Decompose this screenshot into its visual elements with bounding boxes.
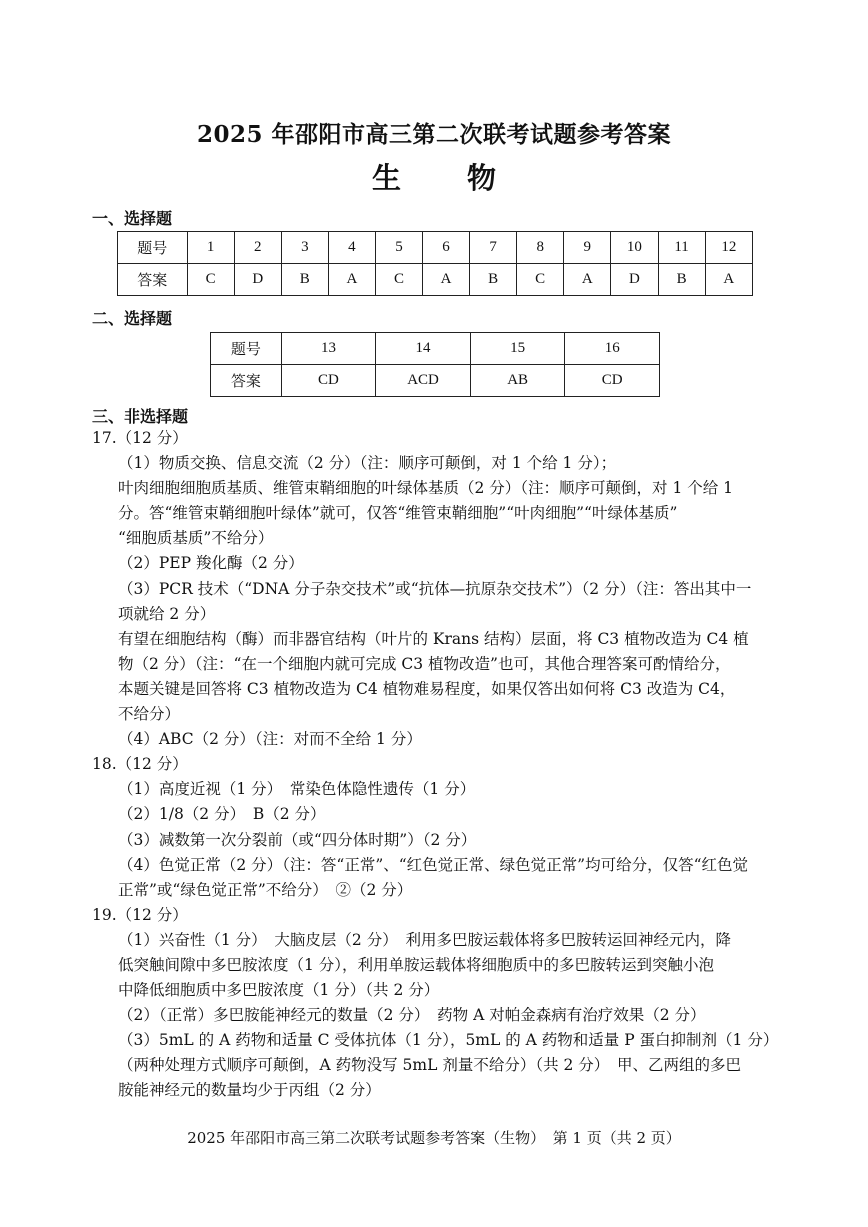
question-number-cell: 7 — [470, 232, 517, 264]
section2-answer-table — [210, 332, 660, 397]
answer-cell: B — [658, 264, 705, 296]
answer-cell: C — [375, 264, 422, 296]
question-heading: 17.（12 分） — [92, 429, 188, 447]
answer-cell: AB — [470, 365, 565, 397]
question-number-cell: 9 — [564, 232, 611, 264]
answer-line: 正常”或“绿色觉正常”不给分） ②（2 分） — [118, 880, 413, 899]
answer-line: 低突触间隙中多巴胺浓度（1 分），利用单胺运载体将细胞质中的多巴胺转运到突触小泡 — [118, 955, 715, 974]
subject-title: 生 物 — [371, 161, 525, 195]
question-number-cell: 1 — [187, 232, 234, 264]
table-row-numbers — [211, 333, 660, 365]
section1-answer-table — [117, 231, 753, 296]
page-title: 2025 年邵阳市高三第二次联考试题参考答案 — [196, 121, 672, 148]
answer-line: （2）PEP 羧化酶（2 分） — [118, 554, 304, 573]
section3-answers — [92, 426, 778, 1104]
answer-line: （1）高度近视（1 分） 常染色体隐性遗传（1 分） — [118, 780, 476, 799]
answer-cell: A — [705, 264, 752, 296]
question-number-cell: 6 — [423, 232, 470, 264]
question-number-cell: 13 — [281, 333, 376, 365]
question-number-cell: 10 — [611, 232, 658, 264]
answer-line: 项就给 2 分） — [118, 604, 216, 623]
table-row-answers — [118, 264, 753, 296]
question-number-cell: 14 — [376, 333, 471, 365]
answer-line: 物（2 分）（注：“在一个细胞内就可完成 C3 植物改造”也可，其他合理答案可酌情给分， — [118, 654, 731, 673]
answer-line: 中降低细胞质中多巴胺浓度（1 分）（共 2 分） — [118, 981, 440, 1000]
answer-line: （3）PCR 技术（“DNA 分子杂交技术”或“抗体—抗原杂交技术”）（2 分）（注：答出其中一 — [118, 579, 752, 598]
answer-line: （两种处理方式顺序可颠倒，A 药物没写 5mL 剂量不给分）（共 2 分） 甲、乙两组的多巴 — [118, 1056, 742, 1075]
section1-heading: 一、选择题 — [92, 209, 173, 228]
answer-cell: A — [328, 264, 375, 296]
table-row-answers — [211, 365, 660, 397]
question-number-cell: 2 — [234, 232, 281, 264]
answer-line: 不给分） — [118, 705, 181, 724]
answer-line: 有望在细胞结构（酶）而非器官结构（叶片的 Krans 结构）层面，将 C3 植物改造为 C4 植 — [118, 629, 749, 648]
question-number-cell: 8 — [517, 232, 564, 264]
question-number-cell: 12 — [705, 232, 752, 264]
question-number-cell: 4 — [328, 232, 375, 264]
answer-line: （4）ABC（2 分）（注：对而不全给 1 分） — [118, 730, 422, 749]
answer-cell: B — [281, 264, 328, 296]
question-number-cell: 15 — [470, 333, 565, 365]
question-number-cell: 5 — [375, 232, 422, 264]
row-header-answer: 答案 — [211, 365, 282, 397]
answer-cell: C — [517, 264, 564, 296]
answer-cell: ACD — [376, 365, 471, 397]
answer-line: 本题关键是回答将 C3 植物改造为 C4 植物难易程度，如果仅答出如何将 C3 改造为 C4， — [118, 679, 736, 698]
answer-cell: D — [234, 264, 281, 296]
question-heading: 19.（12 分） — [92, 905, 188, 924]
answer-cell: CD — [281, 365, 376, 397]
answer-cell: CD — [565, 365, 660, 397]
page-footer: 2025 年邵阳市高三第二次联考试题参考答案（生物） 第 1 页（共 2 页） — [187, 1129, 681, 1147]
answer-line: （1）兴奋性（1 分） 大脑皮层（2 分） 利用多巴胺运载体将多巴胺转运回神经元内，降 — [118, 930, 731, 949]
answer-line: “细胞质基质”不给分） — [118, 529, 274, 548]
answer-cell: A — [423, 264, 470, 296]
answer-line: （3）5mL 的 A 药物和适量 C 受体抗体（1 分），5mL 的 A 药物和适量 P 蛋白抑制剂（1 分） — [118, 1031, 779, 1050]
answer-cell: A — [564, 264, 611, 296]
question-heading: 18.（12 分） — [92, 755, 188, 774]
row-header-answer: 答案 — [118, 264, 188, 296]
answer-line: （1）物质交换、信息交流（2 分）（注：顺序可颠倒，对 1 个给 1 分）； — [118, 454, 617, 473]
section2-heading: 二、选择题 — [92, 309, 173, 328]
answer-line: 胺能神经元的数量均少于丙组（2 分） — [118, 1081, 381, 1100]
answer-cell: C — [187, 264, 234, 296]
question-number-cell: 16 — [565, 333, 660, 365]
question-number-cell: 3 — [281, 232, 328, 264]
row-header-number: 题号 — [211, 333, 282, 365]
question-number-cell: 11 — [658, 232, 705, 264]
answer-line: （2）（正常）多巴胺能神经元的数量（2 分） 药物 A 对帕金森病有治疗效果（2 分） — [118, 1006, 706, 1025]
row-header-number: 题号 — [118, 232, 188, 264]
answer-line: （4）色觉正常（2 分）（注：答“正常”、“红色觉正常、绿色觉正常”均可给分，仅答“红色觉 — [118, 855, 749, 874]
answer-cell: D — [611, 264, 658, 296]
answer-line: 分。答“维管束鞘细胞叶绿体”就可，仅答“维管束鞘细胞”“叶肉细胞”“叶绿体基质” — [118, 504, 678, 523]
answer-cell: B — [470, 264, 517, 296]
answer-line: （3）减数第一次分裂前（或“四分体时期”）（2 分） — [118, 830, 477, 849]
table-row-numbers — [118, 232, 753, 264]
section3-heading: 三、非选择题 — [92, 407, 189, 426]
answer-line: 叶肉细胞细胞质基质、维管束鞘细胞的叶绿体基质（2 分）（注：顺序可颠倒，对 1 个给 1 — [118, 479, 734, 498]
answer-line: （2）1/8（2 分） B（2 分） — [118, 805, 326, 824]
